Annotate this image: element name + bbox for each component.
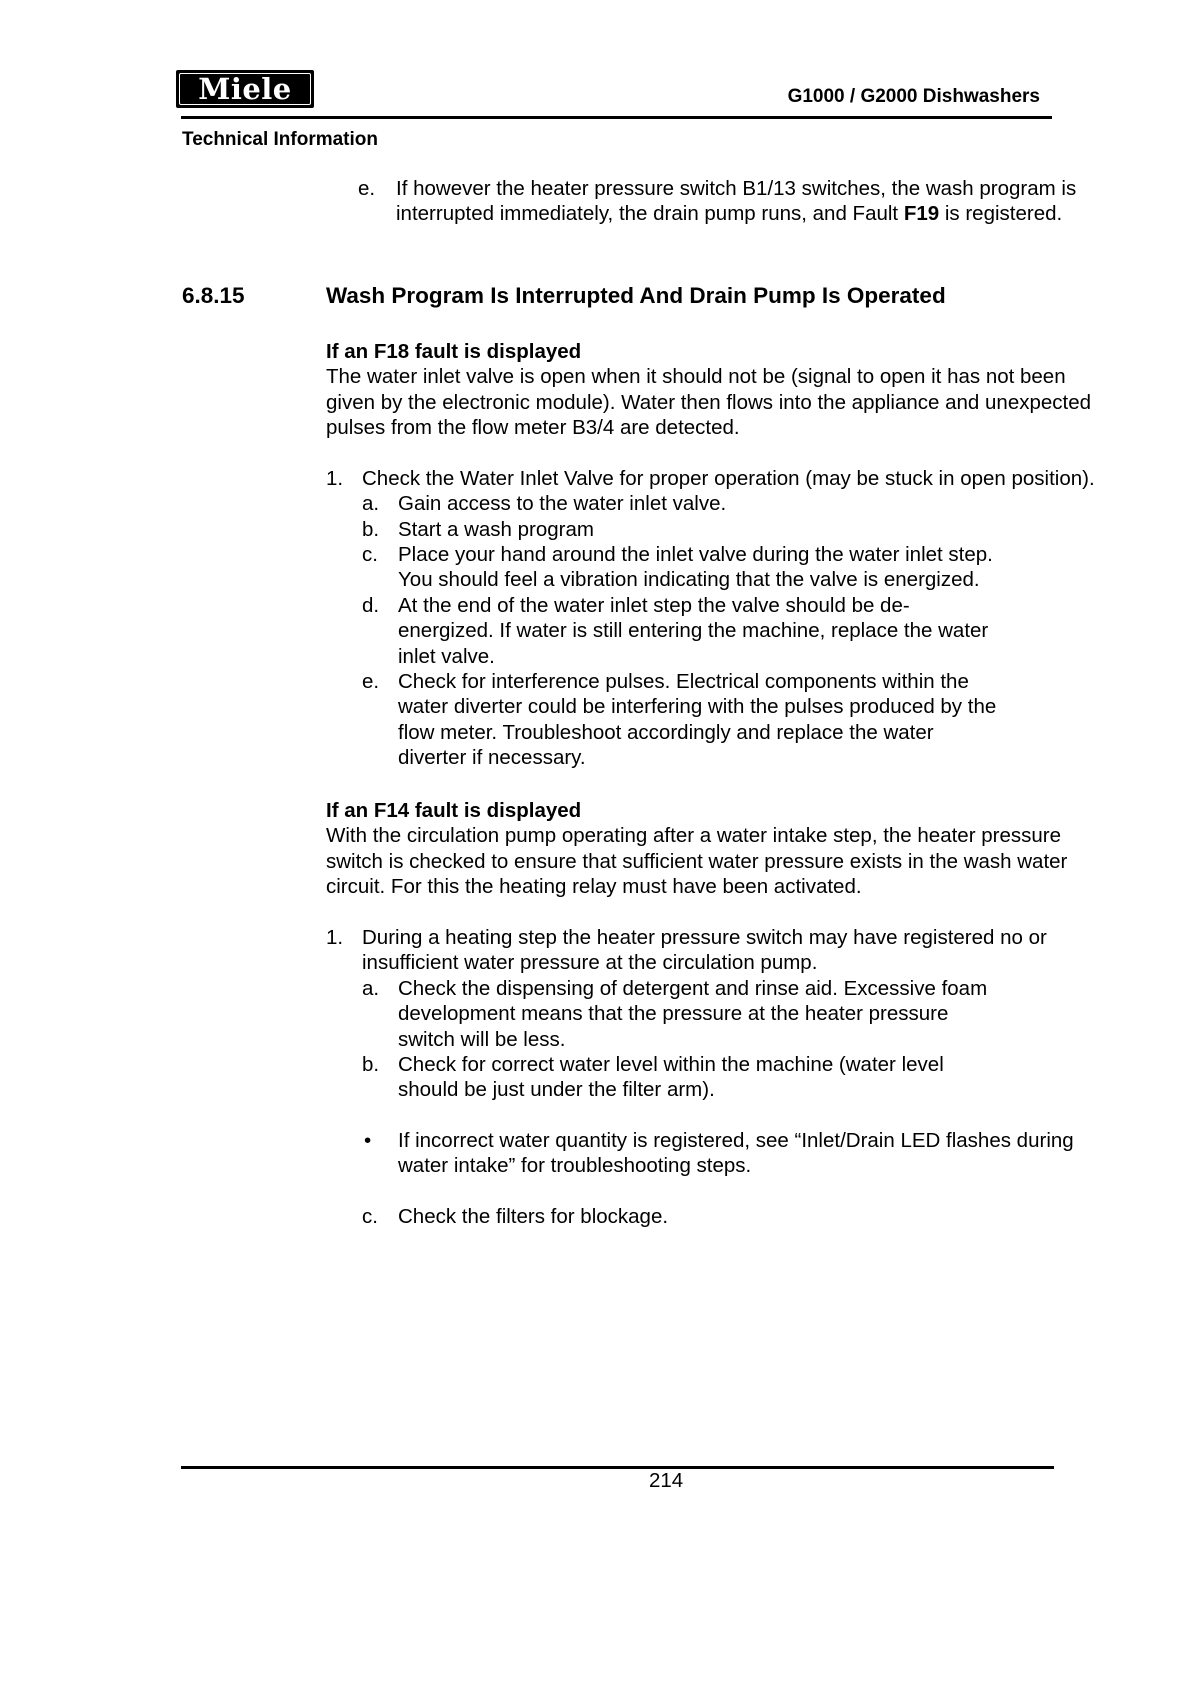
step-line: insufficient water pressure at the circulation pump. (362, 951, 818, 975)
miele-logo (176, 70, 314, 108)
substep-line: At the end of the water inlet step the valve should be de- (398, 594, 910, 617)
f18-heading: If an F18 fault is displayed (326, 340, 582, 363)
f14-block (326, 798, 1067, 900)
substep-label: b. (362, 518, 380, 541)
substep-line: Check the dispensing of detergent and rinse aid. Excessive foam (398, 977, 988, 1000)
substep-line: switch will be less. (398, 1027, 566, 1051)
f14-substep-b (362, 1052, 944, 1103)
section-title: Wash Program Is Interrupted And Drain Pump Is Operated (326, 283, 946, 308)
logo-frame (179, 73, 311, 105)
intro-text: If however the heater pressure switch B1/13 switches, the wash program is interrupted immediately, the drain pump runs, and Fault F19 is registered. (396, 177, 1077, 226)
substep-line: energized. If water is still entering the machine, replace the water (398, 619, 989, 643)
substep-label: e. (362, 670, 380, 693)
substep-line: water diverter could be interfering with the pulses produced by the (398, 695, 997, 719)
f18-step (326, 466, 1095, 491)
substep-line: Place your hand around the inlet valve during the water inlet step. (398, 543, 993, 566)
step-label: 1. (326, 926, 344, 949)
substep-label: c. (362, 1205, 378, 1228)
footer-divider (181, 1466, 1054, 1469)
header-divider (181, 116, 1052, 119)
bullet-line: If incorrect water quantity is registered, see “Inlet/Drain LED flashes during (398, 1129, 1074, 1152)
f18-substep-c (362, 542, 993, 593)
bullet-line: water intake” for troubleshooting steps. (398, 1154, 752, 1178)
f18-substep-d (362, 593, 988, 669)
substep-line: should be just under the filter arm). (398, 1078, 715, 1102)
substep-line: Check the filters for blockage. (398, 1205, 669, 1228)
substep-label: a. (362, 492, 380, 515)
section-number: 6.8.15 (182, 283, 245, 308)
f14-bullet (364, 1128, 1074, 1179)
step-text: Check the Water Inlet Valve for proper operation (may be stuck in open position). (362, 467, 1095, 490)
substep-line: development means that the pressure at the heater pressure (398, 1002, 949, 1026)
f18-substep-b (362, 517, 594, 542)
f14-para-line: circuit. For this the heating relay must have been activated. (326, 875, 862, 899)
f18-block (326, 339, 1091, 441)
intro-label: e. (358, 177, 376, 200)
f14-heading: If an F14 fault is displayed (326, 799, 582, 822)
f18-substep-a (362, 491, 726, 516)
substep-line: Check for correct water level within the machine (water level (398, 1053, 944, 1076)
substep-line: diverter if necessary. (398, 746, 586, 770)
logo-text: Miele (198, 71, 292, 106)
f14-para-line: With the circulation pump operating after a water intake step, the heater pressure (326, 824, 1061, 848)
fault-code: F19 (903, 202, 940, 226)
substep-label: a. (362, 977, 380, 1000)
f18-para-line: given by the electronic module). Water then flows into the appliance and unexpected (326, 390, 1092, 414)
substep-label: d. (362, 594, 380, 617)
substep-line: Start a wash program (398, 518, 594, 541)
f14-substep-c (362, 1204, 668, 1229)
substep-line: flow meter. Troubleshoot accordingly and replace the water (398, 720, 934, 744)
f18-para-line: pulses from the flow meter B3/4 are detected. (326, 416, 740, 440)
substep-line: Check for interference pulses. Electrical components within the (398, 670, 969, 693)
f14-substep-a (362, 976, 987, 1052)
document-title: G1000 / G2000 Dishwashers (787, 86, 1040, 107)
substep-label: b. (362, 1053, 380, 1076)
substep-line: You should feel a vibration indicating that the valve is energized. (398, 568, 980, 592)
f14-para-line: switch is checked to ensure that sufficient water pressure exists in the wash water (326, 849, 1068, 873)
section-label: Technical Information (182, 129, 379, 150)
substep-line: inlet valve. (398, 644, 495, 668)
intro-item (358, 176, 1138, 227)
bullet-mark: • (364, 1129, 372, 1152)
f14-step (326, 925, 1047, 976)
step-line: During a heating step the heater pressure switch may have registered no or (362, 926, 1047, 949)
substep-label: c. (362, 543, 378, 566)
substep-line: Gain access to the water inlet valve. (398, 492, 727, 515)
page-number: 214 (649, 1469, 684, 1492)
f18-para-line: The water inlet valve is open when it should not be (signal to open it has not been (326, 365, 1066, 389)
step-label: 1. (326, 467, 344, 490)
f18-substep-e (362, 669, 996, 771)
